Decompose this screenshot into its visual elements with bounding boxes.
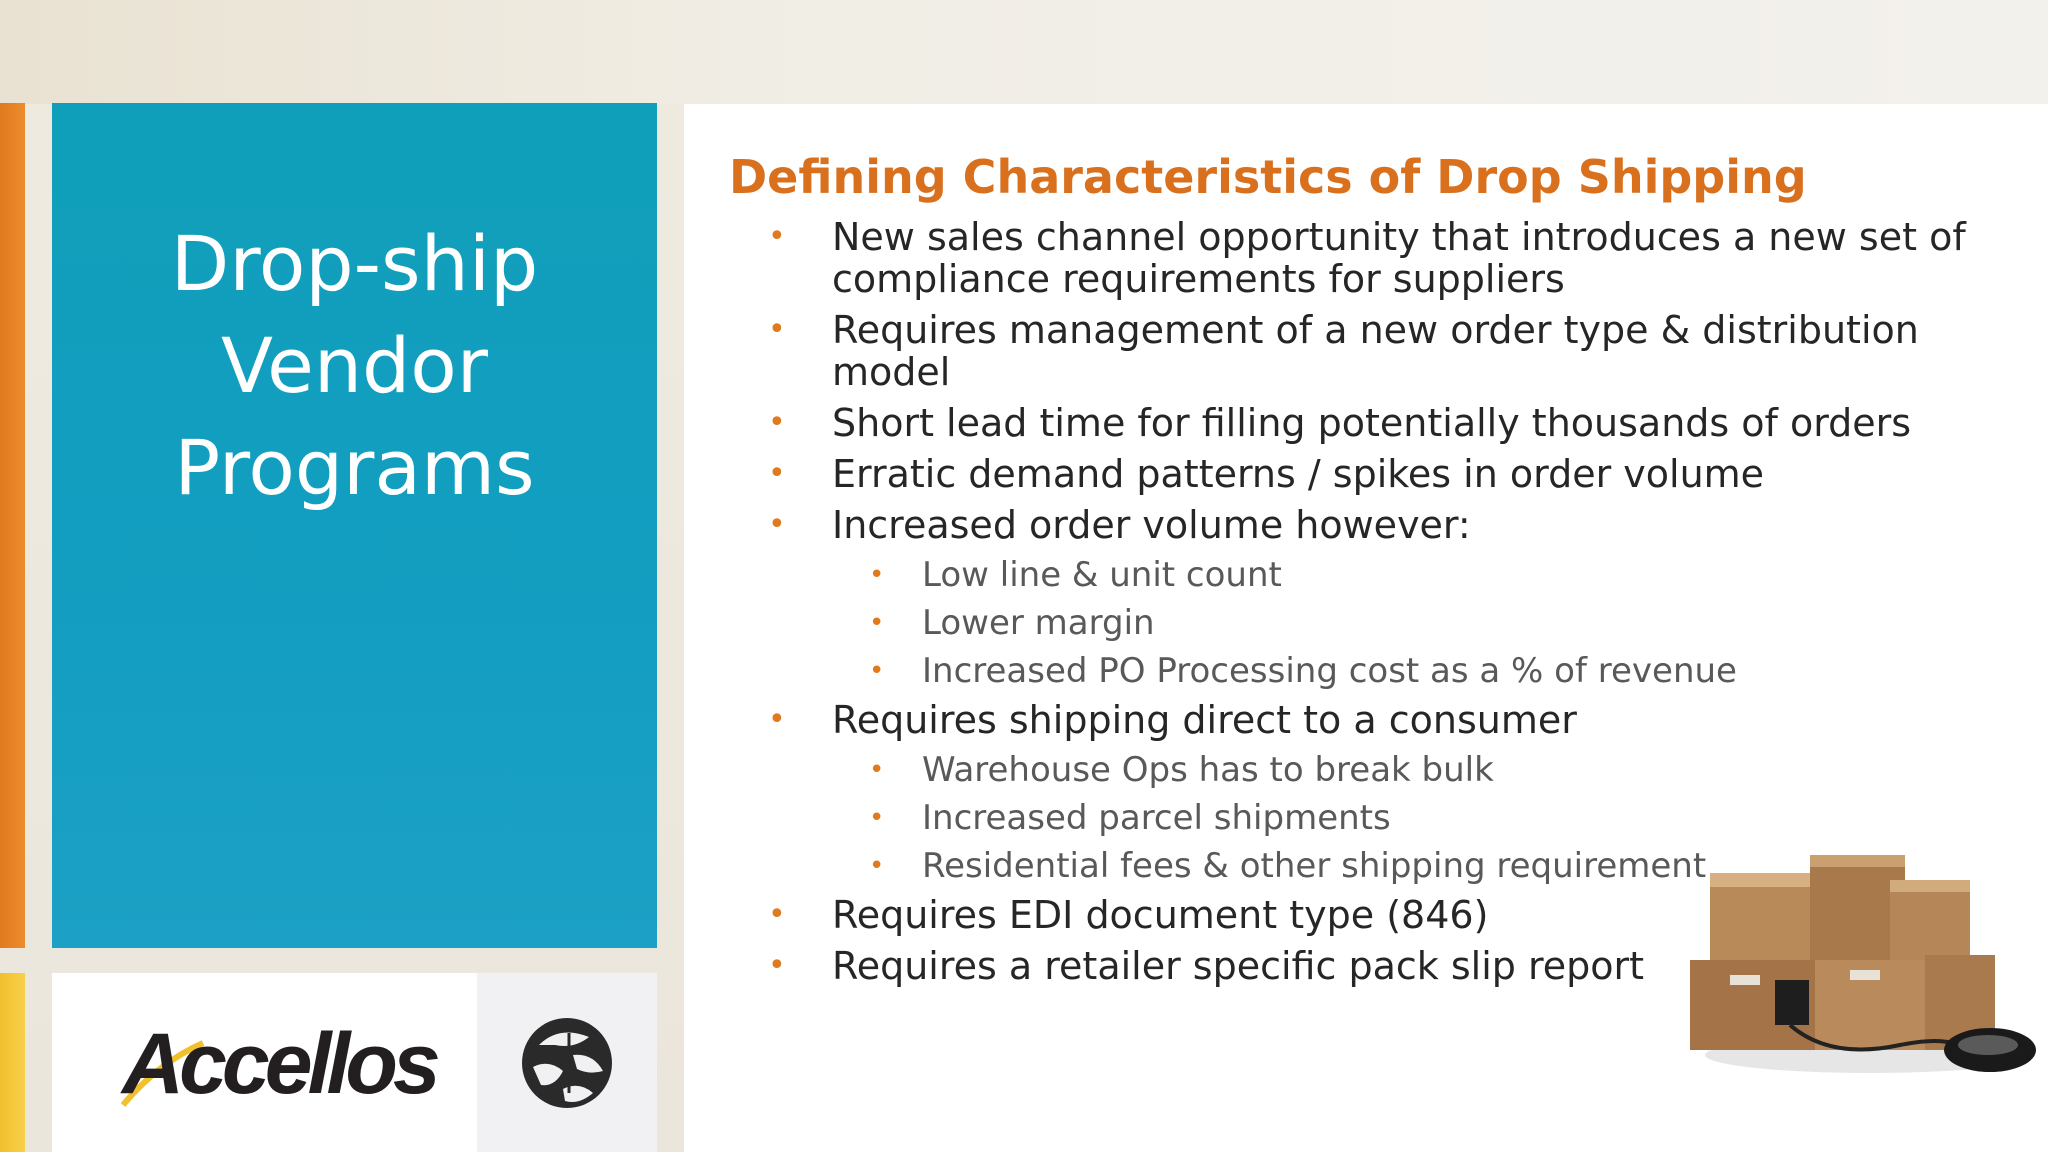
sub-bullet-dot: • xyxy=(869,560,885,590)
content-heading: Defining Characteristics of Drop Shipping xyxy=(729,150,1807,204)
sub-bullet-item xyxy=(684,555,2048,595)
accellos-logo: Accellos xyxy=(122,1016,436,1112)
bullet-text: Requires management of a new order type & distribution model xyxy=(832,308,1919,394)
bullet-item xyxy=(684,504,2012,546)
sub-bullet-dot: • xyxy=(869,851,885,881)
bullet-dot: • xyxy=(768,312,786,347)
sub-bullet-item xyxy=(684,651,2048,691)
orange-accent-strip xyxy=(0,103,25,948)
accellos-logo-panel xyxy=(52,973,477,1152)
bullet-item xyxy=(684,216,2012,300)
top-band xyxy=(0,0,2048,104)
bullet-text: Increased order volume however: xyxy=(832,503,1471,547)
bullet-text: New sales channel opportunity that introduces a new set of compliance requirements for suppliers xyxy=(832,215,1966,301)
bullet-dot: • xyxy=(768,219,786,254)
bullet-dot: • xyxy=(768,456,786,491)
bullet-item xyxy=(684,309,2012,393)
shipping-boxes-mouse-icon xyxy=(1690,845,2040,1085)
sub-bullet-text: Increased PO Processing cost as a % of revenue xyxy=(922,651,1737,691)
globe-logo-icon xyxy=(519,1015,615,1111)
bullet-dot: • xyxy=(768,948,786,983)
bullet-dot: • xyxy=(768,897,786,932)
sub-bullet-dot: • xyxy=(869,755,885,785)
sub-bullet-text: Low line & unit count xyxy=(922,555,1282,595)
bullet-dot: • xyxy=(768,702,786,737)
yellow-accent-strip xyxy=(0,973,25,1152)
sub-bullet-dot: • xyxy=(869,803,885,833)
bullet-text: Short lead time for filling potentially thousands of orders xyxy=(832,401,1912,445)
sub-bullet-item xyxy=(684,750,2048,790)
sub-bullet-item xyxy=(684,798,2048,838)
bullet-item xyxy=(684,453,2012,495)
slide-title xyxy=(52,213,657,519)
sub-bullet-item xyxy=(684,603,2048,643)
sub-bullet-dot: • xyxy=(869,656,885,686)
bullet-text: Erratic demand patterns / spikes in order volume xyxy=(832,452,1765,496)
sub-bullet-dot: • xyxy=(869,608,885,638)
slide-title-line: Drop-ship xyxy=(170,219,539,308)
bullet-text: Requires a retailer specific pack slip report xyxy=(832,944,1645,988)
globe-logo-panel xyxy=(477,973,657,1152)
slide-title-line: Vendor xyxy=(220,321,488,410)
slide-title-line: Programs xyxy=(174,423,535,512)
sub-bullet-text: Residential fees & other shipping requirement xyxy=(922,846,1707,886)
bullet-dot: • xyxy=(768,405,786,440)
bullet-text: Requires shipping direct to a consumer xyxy=(832,698,1577,742)
sub-bullet-text: Lower margin xyxy=(922,603,1155,643)
sub-bullet-text: Increased parcel shipments xyxy=(922,798,1391,838)
sub-bullet-text: Warehouse Ops has to break bulk xyxy=(922,750,1494,790)
title-panel xyxy=(52,103,657,948)
bullet-dot: • xyxy=(768,507,786,542)
bullet-item xyxy=(684,699,2012,741)
bullet-item xyxy=(684,402,2012,444)
bullet-text: Requires EDI document type (846) xyxy=(832,893,1489,937)
